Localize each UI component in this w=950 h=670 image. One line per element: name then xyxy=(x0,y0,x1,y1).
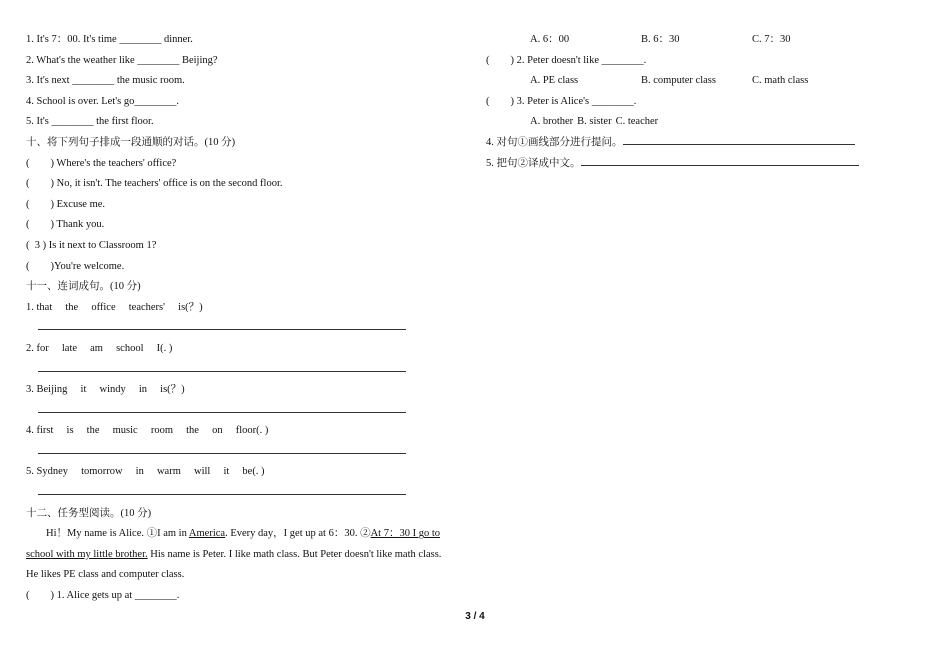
right-column xyxy=(486,32,886,176)
answer-line-3 xyxy=(26,403,471,424)
section-12-title: 十二、任务型阅读。(10 分) xyxy=(26,507,152,519)
question-text: 5. 把句②译成中文。 xyxy=(486,157,581,169)
passage-text: His name is Peter. I like math class. But Peter doesn't like math class. xyxy=(147,548,442,560)
reading-question-2: ( ) 2. Peter doesn't like ________. xyxy=(486,54,647,66)
passage-text: . Every day，I get up at 6：30. ② xyxy=(225,528,371,540)
option-b: B. computer class xyxy=(641,75,716,87)
fill-question-1: 1. It's 7：00. It's time ________ dinner. xyxy=(26,34,193,45)
passage-line-3: He likes PE class and computer class. xyxy=(26,569,185,581)
option-c: C. teacher xyxy=(615,116,659,128)
dialogue-item-3: ( ) Excuse me. xyxy=(26,198,106,210)
dialogue-item-2: ( ) No, it isn't. The teachers' office is on the second floor. xyxy=(26,178,283,190)
word-order-3: 3. Beijing it windy in is(？) xyxy=(26,384,185,396)
left-column xyxy=(26,32,471,609)
passage-text: Hi！My name is Alice. ①I am in xyxy=(46,528,189,540)
fill-question-5: 5. It's ________ the first floor. xyxy=(26,116,154,128)
word-order-4: 4. first is the music room the on floor(. ) xyxy=(26,425,269,437)
question-text: 4. 对句①画线部分进行提问。 xyxy=(486,136,623,148)
passage-line-2 xyxy=(26,547,471,568)
q1-options xyxy=(486,32,886,53)
answer-line-2 xyxy=(26,362,471,383)
underlined-phrase-2-cont: school with my little brother. xyxy=(26,548,148,560)
answer-line-4 xyxy=(26,444,471,465)
option-b: B. sister xyxy=(577,116,612,128)
option-c: C. math class xyxy=(752,75,809,87)
dialogue-item-1: ( ) Where's the teachers' office? xyxy=(26,157,177,169)
option-c: C. 7：30 xyxy=(752,34,791,45)
fill-question-3: 3. It's next ________ the music room. xyxy=(26,75,185,87)
dialogue-item-5: ( 3 ) Is it next to Classroom 1? xyxy=(26,239,157,251)
word-order-5: 5. Sydney tomorrow in warm will it be(. ) xyxy=(26,466,265,478)
reading-question-1: ( ) 1. Alice gets up at ________. xyxy=(26,590,180,602)
option-a: A. PE class xyxy=(530,75,579,87)
reading-question-5 xyxy=(486,156,886,177)
passage-line-1 xyxy=(26,526,471,547)
underlined-phrase-2: At 7：30 I go to xyxy=(370,528,440,540)
word-order-2: 2. for late am school I(. ) xyxy=(26,342,173,354)
q3-options xyxy=(486,114,886,135)
fill-question-2: 2. What's the weather like ________ Beijing? xyxy=(26,54,218,66)
answer-line-5 xyxy=(26,485,471,506)
option-b: B. 6：30 xyxy=(641,34,680,45)
fill-question-4: 4. School is over. Let's go________. xyxy=(26,95,179,107)
section-10-title: 十、将下列句子排成一段通顺的对话。(10 分) xyxy=(26,136,236,148)
dialogue-item-4: ( ) Thank you. xyxy=(26,219,105,231)
underlined-phrase-1: America xyxy=(188,528,226,540)
page-number: 3 / 4 xyxy=(465,611,485,622)
reading-question-3: ( ) 3. Peter is Alice's ________. xyxy=(486,95,637,107)
reading-question-4 xyxy=(486,135,886,156)
answer-line xyxy=(581,164,859,166)
option-a: A. brother xyxy=(530,116,574,128)
answer-line xyxy=(623,143,855,145)
dialogue-item-6: ( )You're welcome. xyxy=(26,260,125,272)
answer-line-1 xyxy=(26,320,471,341)
word-order-1: 1. that the office teachers' is(？) xyxy=(26,301,203,313)
section-11-title: 十一、连词成句。(10 分) xyxy=(26,281,141,293)
q2-options xyxy=(486,73,886,94)
option-a: A. 6：00 xyxy=(530,34,570,45)
